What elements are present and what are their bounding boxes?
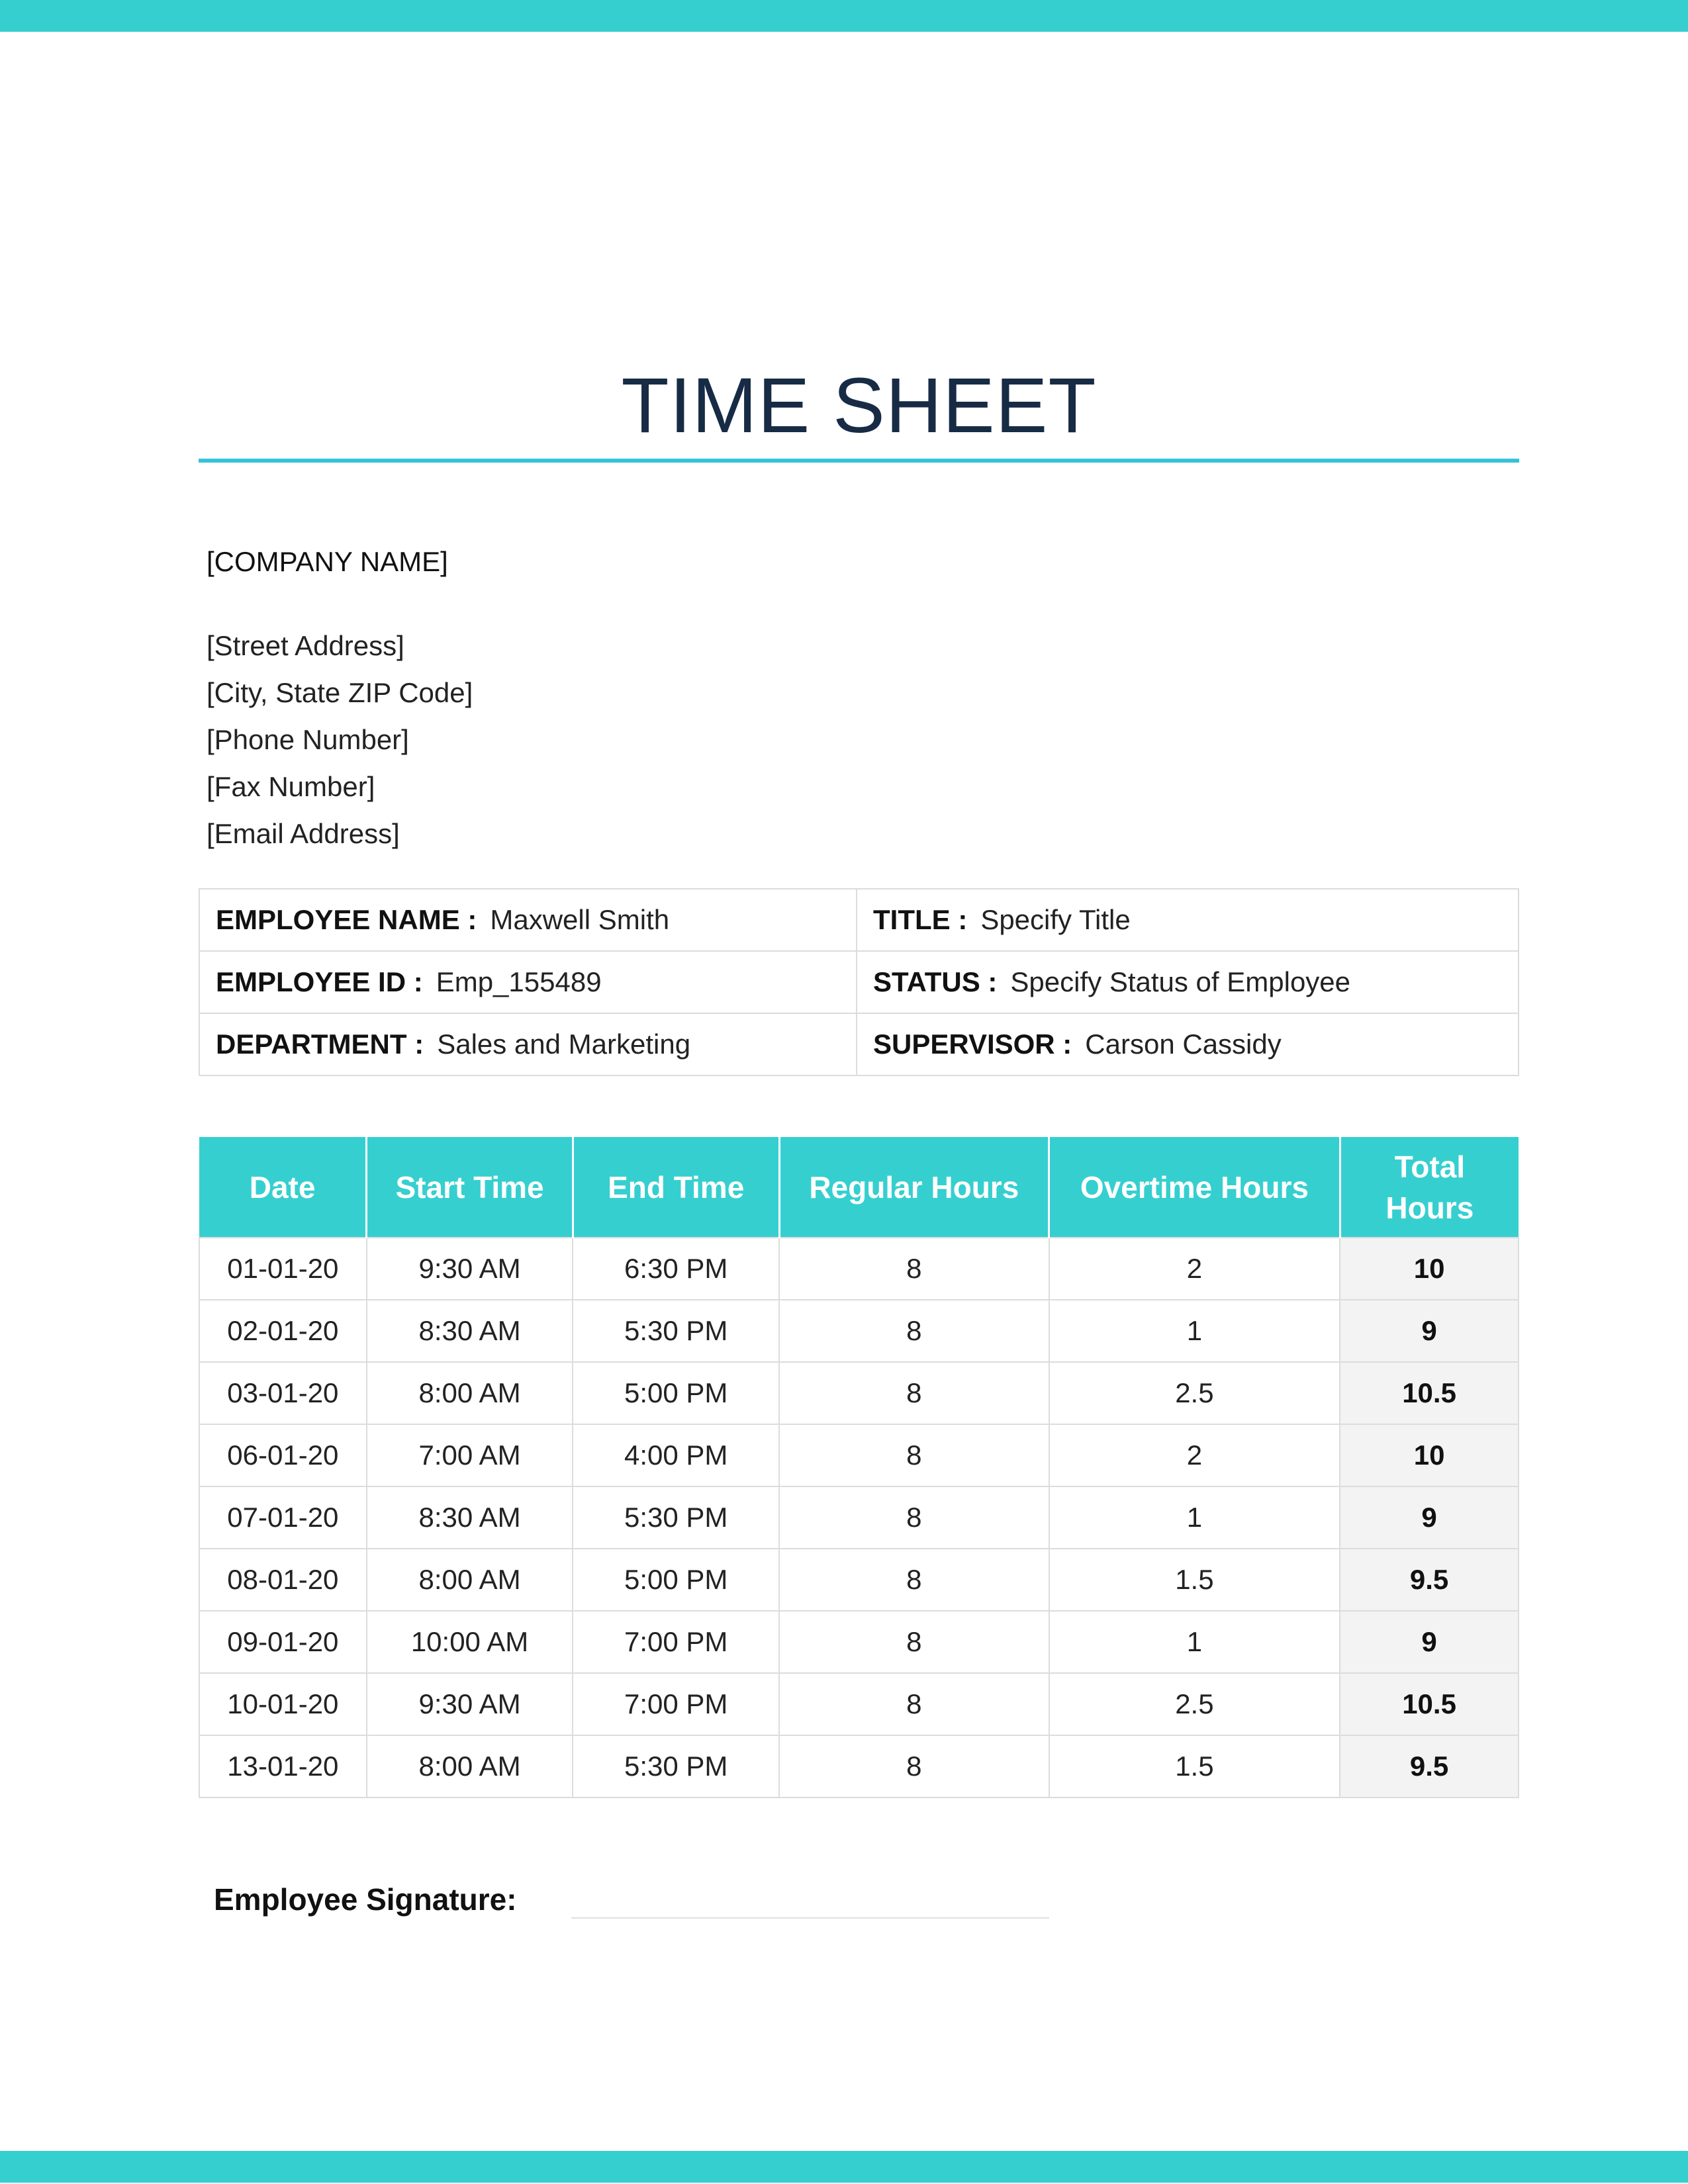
header-regular-hours: Regular Hours xyxy=(779,1137,1049,1238)
regular-hours-cell: 8 xyxy=(779,1735,1049,1797)
supervisor-cell xyxy=(857,1013,1519,1075)
supervisor-value: Carson Cassidy xyxy=(1085,1028,1282,1060)
street-address: [Street Address] xyxy=(207,630,404,661)
title-value: Specify Title xyxy=(980,904,1131,935)
overtime-hours-cell: 1.5 xyxy=(1049,1549,1340,1611)
total-hours-cell: 10 xyxy=(1340,1424,1519,1486)
table-row xyxy=(199,1549,1519,1611)
info-row xyxy=(199,889,1519,951)
company-address xyxy=(207,622,473,857)
start-time-cell: 7:00 AM xyxy=(367,1424,573,1486)
email-address: [Email Address] xyxy=(207,818,400,849)
employee-name-value: Maxwell Smith xyxy=(490,904,670,935)
start-time-cell: 9:30 AM xyxy=(367,1673,573,1735)
table-row xyxy=(199,1486,1519,1549)
date-cell: 02-01-20 xyxy=(199,1300,367,1362)
start-time-cell: 8:00 AM xyxy=(367,1735,573,1797)
employee-id-cell xyxy=(199,951,857,1013)
date-cell: 08-01-20 xyxy=(199,1549,367,1611)
date-cell: 13-01-20 xyxy=(199,1735,367,1797)
end-time-cell: 4:00 PM xyxy=(573,1424,779,1486)
total-hours-cell: 10.5 xyxy=(1340,1673,1519,1735)
header-total-hours: Total Hours xyxy=(1340,1137,1519,1238)
overtime-hours-cell: 1 xyxy=(1049,1486,1340,1549)
table-row xyxy=(199,1611,1519,1673)
overtime-hours-cell: 2.5 xyxy=(1049,1673,1340,1735)
start-time-cell: 8:00 AM xyxy=(367,1362,573,1424)
employee-id-label: EMPLOYEE ID : xyxy=(216,966,423,997)
overtime-hours-cell: 1.5 xyxy=(1049,1735,1340,1797)
end-time-cell: 5:00 PM xyxy=(573,1362,779,1424)
start-time-cell: 10:00 AM xyxy=(367,1611,573,1673)
date-cell: 06-01-20 xyxy=(199,1424,367,1486)
fax-number: [Fax Number] xyxy=(207,771,375,802)
total-hours-cell: 9 xyxy=(1340,1611,1519,1673)
total-hours-cell: 9 xyxy=(1340,1300,1519,1362)
total-hours-cell: 9.5 xyxy=(1340,1735,1519,1797)
info-row xyxy=(199,1013,1519,1075)
phone-number: [Phone Number] xyxy=(207,724,409,755)
department-cell xyxy=(199,1013,857,1075)
bottom-accent-band xyxy=(0,2151,1688,2183)
regular-hours-cell: 8 xyxy=(779,1549,1049,1611)
status-value: Specify Status of Employee xyxy=(1010,966,1351,997)
info-row xyxy=(199,951,1519,1013)
title-label: TITLE : xyxy=(873,904,968,935)
end-time-cell: 5:00 PM xyxy=(573,1549,779,1611)
department-label: DEPARTMENT : xyxy=(216,1028,424,1060)
employee-id-value: Emp_155489 xyxy=(436,966,602,997)
header-date: Date xyxy=(199,1137,367,1238)
table-row xyxy=(199,1362,1519,1424)
date-cell: 03-01-20 xyxy=(199,1362,367,1424)
end-time-cell: 5:30 PM xyxy=(573,1735,779,1797)
page-title: TIME SHEET xyxy=(621,362,1097,449)
status-label: STATUS : xyxy=(873,966,998,997)
total-hours-cell: 10 xyxy=(1340,1238,1519,1300)
table-row xyxy=(199,1238,1519,1300)
table-row xyxy=(199,1300,1519,1362)
start-time-cell: 8:30 AM xyxy=(367,1486,573,1549)
regular-hours-cell: 8 xyxy=(779,1238,1049,1300)
end-time-cell: 5:30 PM xyxy=(573,1486,779,1549)
total-hours-cell: 9 xyxy=(1340,1486,1519,1549)
end-time-cell: 5:30 PM xyxy=(573,1300,779,1362)
employee-name-cell xyxy=(199,889,857,951)
table-row xyxy=(199,1424,1519,1486)
total-hours-cell: 9.5 xyxy=(1340,1549,1519,1611)
title-divider xyxy=(199,459,1519,463)
end-time-cell: 7:00 PM xyxy=(573,1673,779,1735)
top-accent-band xyxy=(0,0,1688,32)
employee-name-label: EMPLOYEE NAME : xyxy=(216,904,477,935)
regular-hours-cell: 8 xyxy=(779,1673,1049,1735)
header-overtime-hours: Overtime Hours xyxy=(1049,1137,1340,1238)
start-time-cell: 8:00 AM xyxy=(367,1549,573,1611)
header-start-time: Start Time xyxy=(367,1137,573,1238)
regular-hours-cell: 8 xyxy=(779,1424,1049,1486)
overtime-hours-cell: 1 xyxy=(1049,1611,1340,1673)
date-cell: 09-01-20 xyxy=(199,1611,367,1673)
end-time-cell: 7:00 PM xyxy=(573,1611,779,1673)
supervisor-label: SUPERVISOR : xyxy=(873,1028,1072,1060)
status-cell xyxy=(857,951,1519,1013)
start-time-cell: 9:30 AM xyxy=(367,1238,573,1300)
regular-hours-cell: 8 xyxy=(779,1611,1049,1673)
end-time-cell: 6:30 PM xyxy=(573,1238,779,1300)
company-name: [COMPANY NAME] xyxy=(207,546,448,577)
city-state-zip: [City, State ZIP Code] xyxy=(207,677,473,708)
regular-hours-cell: 8 xyxy=(779,1300,1049,1362)
regular-hours-cell: 8 xyxy=(779,1486,1049,1549)
date-cell: 10-01-20 xyxy=(199,1673,367,1735)
overtime-hours-cell: 2.5 xyxy=(1049,1362,1340,1424)
department-value: Sales and Marketing xyxy=(437,1028,691,1060)
title-cell xyxy=(857,889,1519,951)
table-row xyxy=(199,1735,1519,1797)
hours-table xyxy=(199,1137,1519,1798)
overtime-hours-cell: 2 xyxy=(1049,1238,1340,1300)
start-time-cell: 8:30 AM xyxy=(367,1300,573,1362)
total-hours-cell: 10.5 xyxy=(1340,1362,1519,1424)
signature-line[interactable] xyxy=(571,1917,1049,1919)
hours-table-body xyxy=(199,1238,1519,1797)
signature-label: Employee Signature: xyxy=(214,1882,517,1917)
header-end-time: End Time xyxy=(573,1137,779,1238)
employee-info-table xyxy=(199,888,1519,1076)
overtime-hours-cell: 2 xyxy=(1049,1424,1340,1486)
regular-hours-cell: 8 xyxy=(779,1362,1049,1424)
date-cell: 01-01-20 xyxy=(199,1238,367,1300)
table-row xyxy=(199,1673,1519,1735)
overtime-hours-cell: 1 xyxy=(1049,1300,1340,1362)
hours-header-row xyxy=(199,1137,1519,1238)
date-cell: 07-01-20 xyxy=(199,1486,367,1549)
